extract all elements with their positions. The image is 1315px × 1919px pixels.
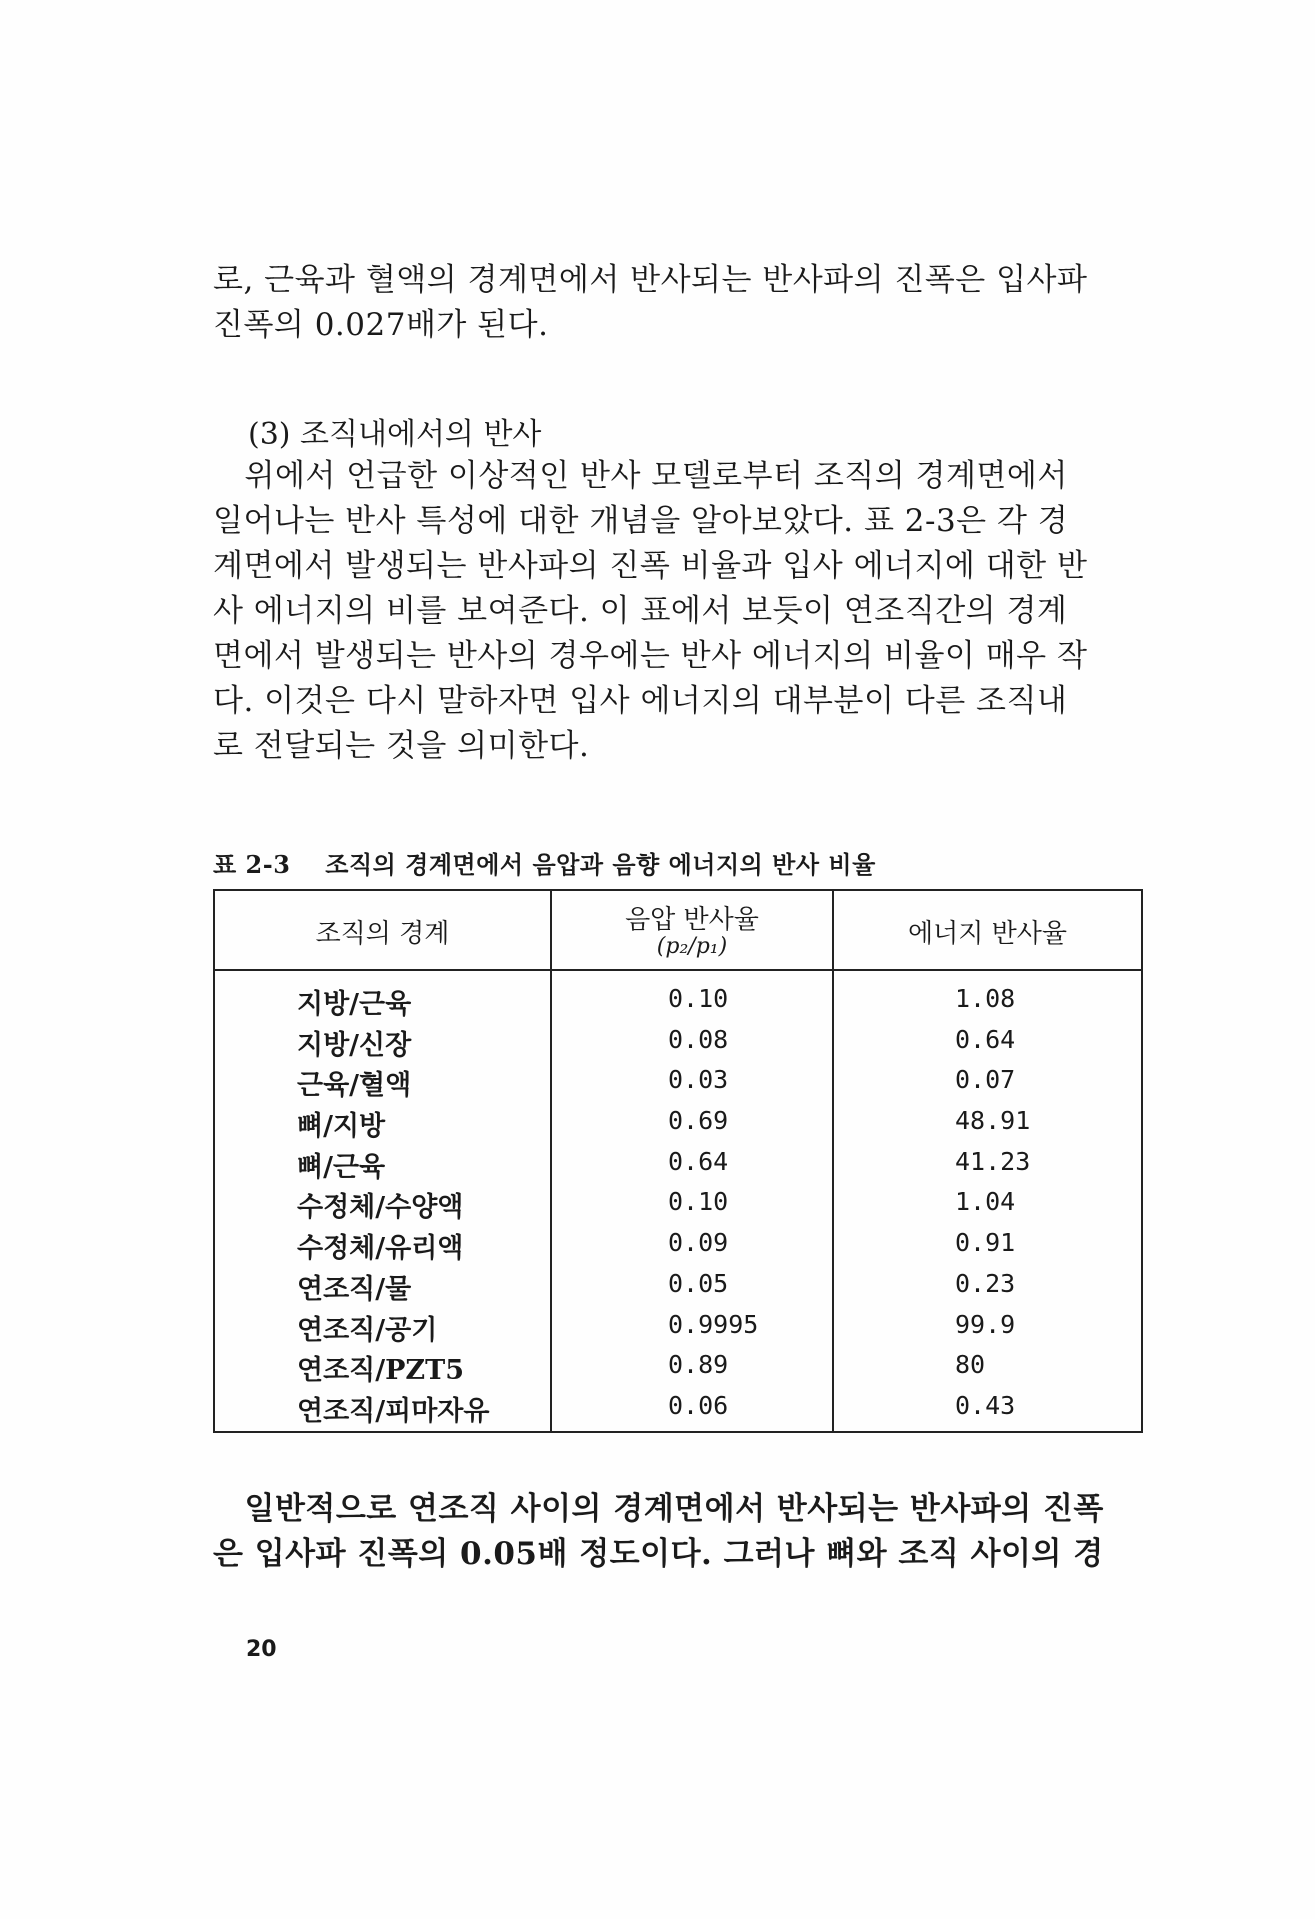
energy-reflectance-cell: 0.43	[955, 1390, 1016, 1420]
table-row	[215, 1181, 1141, 1222]
pressure-reflectance-cell: 0.69	[668, 1106, 729, 1136]
table-caption	[213, 845, 876, 880]
section-heading: (3) 조직내에서의 반사	[248, 417, 542, 452]
energy-reflectance-cell: 0.23	[955, 1268, 1016, 1298]
pressure-reflectance-cell: 0.9995	[668, 1309, 759, 1339]
header-boundary: 조직의 경계	[315, 919, 450, 949]
reflection-table	[213, 889, 1143, 1433]
header-pressure-label: 음압 반사율	[625, 905, 759, 935]
pressure-reflectance-cell: 0.64	[668, 1146, 729, 1176]
top-paragraph	[213, 258, 1143, 348]
boundary-cell: 연조직/물	[297, 1273, 412, 1305]
paragraph-line: 로, 근육과 혈액의 경계면에서 반사되는 반사파의 진폭은 입사파	[213, 262, 1088, 298]
paragraph-line: 사 에너지의 비를 보여준다. 이 표에서 보듯이 연조직간의 경계	[213, 593, 1068, 629]
table-body	[215, 978, 1141, 1426]
pressure-reflectance-cell: 0.06	[668, 1390, 729, 1420]
table-row	[215, 1141, 1141, 1182]
paragraph-line: 다. 이것은 다시 말하자면 입사 에너지의 대부분이 다른 조직내	[213, 683, 1068, 719]
header-pressure-reflectance	[552, 899, 832, 959]
paragraph-line: 일반적으로 연조직 사이의 경계면에서 반사되는 반사파의 진폭	[213, 1491, 1104, 1527]
table-row	[215, 1344, 1141, 1385]
boundary-cell: 지방/신장	[297, 1029, 412, 1061]
table-row	[215, 1385, 1141, 1426]
pressure-reflectance-cell: 0.09	[668, 1228, 729, 1258]
paragraph-line: 로 전달되는 것을 의미한다.	[213, 728, 590, 764]
boundary-cell: 연조직/PZT5	[297, 1355, 464, 1387]
energy-reflectance-cell: 80	[955, 1350, 986, 1380]
paragraph-line: 면에서 발생되는 반사의 경우에는 반사 에너지의 비율이 매우 작	[213, 638, 1088, 674]
energy-reflectance-cell: 0.91	[955, 1228, 1016, 1258]
table-caption-text: 조직의 경계면에서 음압과 음향 에너지의 반사 비율	[325, 850, 876, 879]
energy-reflectance-cell: 41.23	[955, 1146, 1031, 1176]
pressure-reflectance-cell: 0.10	[668, 984, 729, 1013]
table-row	[215, 1222, 1141, 1263]
table-row	[215, 1019, 1141, 1060]
boundary-cell: 수정체/수양액	[297, 1192, 464, 1224]
table-row	[215, 1059, 1141, 1100]
table-row	[215, 978, 1141, 1019]
paragraph-line: 진폭의 0.027배가 된다.	[213, 307, 549, 343]
boundary-cell: 뼈/지방	[297, 1111, 386, 1143]
boundary-cell: 지방/근육	[297, 989, 412, 1020]
pressure-reflectance-cell: 0.05	[668, 1268, 729, 1298]
header-energy-reflectance: 에너지 반사율	[908, 919, 1067, 949]
table-row	[215, 1100, 1141, 1141]
energy-reflectance-cell: 48.91	[955, 1106, 1031, 1136]
paragraph-line: 위에서 언급한 이상적인 반사 모델로부터 조직의 경계면에서	[213, 458, 1068, 494]
boundary-cell: 수정체/유리액	[297, 1233, 464, 1265]
paragraph-line: 일어나는 반사 특성에 대한 개념을 알아보았다. 표 2-3은 각 경	[213, 503, 1069, 539]
table-caption-number: 표 2-3	[213, 850, 291, 879]
energy-reflectance-cell: 1.08	[955, 984, 1016, 1013]
energy-reflectance-cell: 0.64	[955, 1024, 1016, 1054]
pressure-reflectance-cell: 0.10	[668, 1187, 729, 1217]
page-number: 20	[246, 1637, 277, 1662]
table-row	[215, 1263, 1141, 1304]
energy-reflectance-cell: 0.07	[955, 1065, 1016, 1095]
boundary-cell: 연조직/공기	[297, 1314, 438, 1346]
bottom-paragraph	[213, 1487, 1143, 1577]
boundary-cell: 근육/혈액	[297, 1070, 412, 1102]
body-paragraph	[213, 454, 1143, 769]
boundary-cell: 뼈/근육	[297, 1151, 386, 1183]
table-row	[215, 1304, 1141, 1345]
table-header-divider	[215, 969, 1141, 971]
energy-reflectance-cell: 99.9	[955, 1309, 1016, 1339]
header-pressure-formula: (p₂/p₁)	[656, 934, 728, 959]
pressure-reflectance-cell: 0.03	[668, 1065, 729, 1095]
energy-reflectance-cell: 1.04	[955, 1187, 1016, 1217]
boundary-cell: 연조직/피마자유	[297, 1395, 490, 1427]
pressure-reflectance-cell: 0.89	[668, 1350, 729, 1380]
pressure-reflectance-cell: 0.08	[668, 1024, 729, 1054]
paragraph-line: 계면에서 발생되는 반사파의 진폭 비율과 입사 에너지에 대한 반	[213, 548, 1088, 584]
paragraph-line: 은 입사파 진폭의 0.05배 정도이다. 그러나 뼈와 조직 사이의 경	[213, 1536, 1104, 1572]
